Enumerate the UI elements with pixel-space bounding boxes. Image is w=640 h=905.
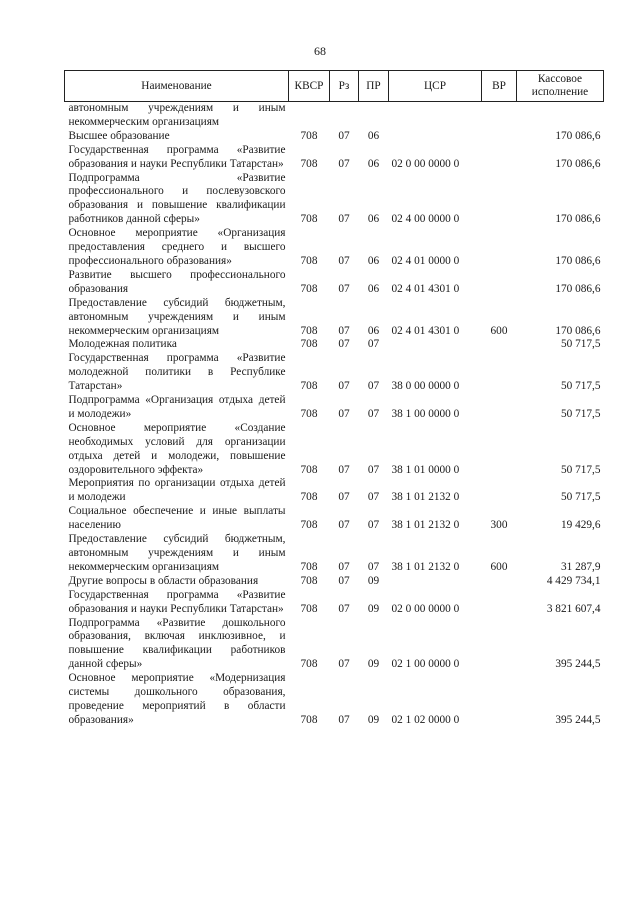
row-vr — [482, 477, 517, 505]
row-vr — [482, 130, 517, 144]
row-rz: 07 — [338, 213, 350, 226]
row-pr: 07 — [367, 380, 380, 393]
row-kvsr: 708 — [300, 560, 318, 573]
row-cash-execution: 170 086,6 — [555, 324, 601, 337]
row-vr — [482, 352, 517, 394]
row-kvsr: 708 — [300, 713, 318, 726]
row-kvsr: 708 — [300, 658, 318, 671]
row-pr: 07 — [367, 491, 380, 504]
row-csr: 02 0 00 0000 0 — [391, 602, 460, 615]
row-name: Основное мероприятие «Создание необходимых условий для организации отдыха детей и молодежи, повышение оздоровительного эффекта» — [68, 421, 286, 476]
row-kvsr: 708 — [300, 282, 318, 295]
row-pr: 06 — [367, 129, 380, 142]
row-cash-execution: 395 244,5 — [555, 713, 601, 726]
row-csr: 02 4 01 4301 0 — [391, 282, 460, 295]
row-rz: 07 — [338, 658, 350, 671]
row-vr — [482, 672, 517, 728]
row-csr — [389, 102, 482, 130]
row-csr: 38 1 00 0000 0 — [391, 407, 460, 420]
row-kvsr: 708 — [300, 602, 318, 615]
row-rz: 07 — [338, 491, 350, 504]
row-pr: 09 — [367, 574, 380, 587]
row-vr — [482, 102, 517, 130]
row-kvsr: 708 — [300, 213, 318, 226]
row-name: Государственная программа «Развитие образования и науки Республики Татарстан» — [68, 588, 286, 615]
table-row — [65, 144, 604, 172]
row-name: Другие вопросы в области образования — [68, 574, 259, 587]
row-kvsr: 708 — [300, 519, 318, 532]
row-pr: 09 — [367, 602, 380, 615]
row-rz: 07 — [338, 574, 350, 587]
row-cash-execution: 50 717,5 — [560, 380, 601, 393]
row-vr — [482, 589, 517, 617]
row-pr: 07 — [367, 463, 380, 476]
table-row — [65, 589, 604, 617]
table-row — [65, 338, 604, 352]
row-cash-execution: 170 086,6 — [555, 213, 601, 226]
row-pr: 06 — [367, 282, 380, 295]
row-name: Подпрограмма «Организация отдыха детей и молодежи» — [68, 394, 286, 420]
row-csr: 02 4 00 0000 0 — [391, 213, 460, 226]
table-row — [65, 172, 604, 228]
row-rz: 07 — [338, 282, 350, 295]
row-cash-execution: 50 717,5 — [560, 338, 601, 351]
row-vr: 600 — [490, 324, 508, 337]
row-csr: 38 0 00 0000 0 — [391, 380, 460, 393]
row-name: Мероприятия по организации отдыха детей и молодежи — [68, 477, 286, 504]
row-pr: 07 — [367, 338, 380, 351]
row-vr — [482, 172, 517, 228]
row-cash-execution: 395 244,5 — [555, 658, 601, 671]
table-row — [65, 505, 604, 533]
row-rz: 07 — [338, 380, 350, 393]
table-row — [65, 422, 604, 478]
row-name: Основное мероприятие «Организация предоставления среднего и высшего профессионального образования» — [68, 227, 286, 267]
budget-table — [64, 70, 604, 728]
row-csr: 02 1 02 0000 0 — [391, 713, 460, 726]
row-name: Подпрограмма «Развитие профессионального и послевузовского образования и повышение квалификации работников данной сферы» — [68, 171, 286, 226]
table-row — [65, 269, 604, 297]
row-kvsr: 708 — [300, 324, 318, 337]
table-row — [65, 672, 604, 728]
row-vr — [482, 394, 517, 422]
row-vr — [482, 422, 517, 478]
row-name: Государственная программа «Развитие молодежной политики в Республике Татарстан» — [68, 352, 286, 393]
row-csr: 02 0 00 0000 0 — [391, 157, 460, 170]
table-row — [65, 352, 604, 394]
row-name: Государственная программа «Развитие образования и науки Республики Татарстан» — [68, 143, 286, 170]
row-csr: 02 4 01 0000 0 — [391, 254, 460, 267]
row-name: Предоставление субсидий бюджетным, автономным учреждениям и иным некоммерческим организациям — [68, 533, 286, 573]
row-cash-execution: 4 429 734,1 — [546, 574, 601, 587]
header-pr: ПР — [359, 71, 389, 102]
row-kvsr: 708 — [300, 407, 318, 420]
row-csr — [389, 338, 482, 352]
row-rz: 07 — [338, 602, 350, 615]
row-pr: 07 — [367, 560, 380, 573]
row-rz: 07 — [338, 254, 350, 267]
header-csr: ЦСР — [389, 71, 482, 102]
row-pr: 09 — [367, 713, 380, 726]
row-pr: 07 — [367, 519, 380, 532]
header-rz: Рз — [330, 71, 359, 102]
row-pr: 06 — [367, 157, 380, 170]
row-name: Предоставление субсидий бюджетным, автономным учреждениям и иным некоммерческим организациям — [68, 296, 286, 337]
row-csr — [389, 130, 482, 144]
row-name: Основное мероприятие «Модернизация системы дошкольного образования, проведение мероприятий в области образования» — [68, 672, 286, 726]
row-vr — [482, 144, 517, 172]
table-row — [65, 477, 604, 505]
row-cash-execution: 170 086,6 — [555, 157, 601, 170]
row-kvsr — [289, 102, 330, 130]
row-kvsr: 708 — [300, 380, 318, 393]
row-rz: 07 — [338, 338, 350, 351]
row-kvsr: 708 — [300, 574, 318, 587]
row-name: Высшее образование — [68, 129, 170, 142]
row-csr: 38 1 01 2132 0 — [391, 491, 460, 504]
row-cash-execution: 50 717,5 — [560, 491, 601, 504]
row-kvsr: 708 — [300, 338, 318, 351]
row-vr — [482, 227, 517, 269]
row-vr: 600 — [490, 560, 508, 573]
table-row — [65, 533, 604, 575]
table-row — [65, 575, 604, 589]
row-rz: 07 — [338, 713, 350, 726]
page-number: 68 — [314, 44, 326, 58]
header-kvsr: КВСР — [289, 71, 330, 102]
row-name: Молодежная политика — [68, 338, 177, 351]
row-kvsr: 708 — [300, 463, 318, 476]
row-pr: 06 — [367, 254, 380, 267]
row-csr: 38 1 01 2132 0 — [391, 519, 460, 532]
row-cash-execution: 170 086,6 — [555, 282, 601, 295]
row-rz: 07 — [338, 129, 350, 142]
row-vr — [482, 617, 517, 673]
row-cash-execution: 50 717,5 — [560, 407, 601, 420]
row-vr — [482, 575, 517, 589]
row-cash-execution: 3 821 607,4 — [546, 602, 601, 615]
row-rz: 07 — [338, 157, 350, 170]
row-rz: 07 — [338, 407, 350, 420]
table-row — [65, 130, 604, 144]
row-cash-execution: 50 717,5 — [560, 463, 601, 476]
table-row — [65, 617, 604, 673]
row-csr: 38 1 01 0000 0 — [391, 463, 460, 476]
row-pr: 07 — [367, 407, 380, 420]
row-vr — [482, 269, 517, 297]
row-cash-execution: 170 086,6 — [555, 254, 601, 267]
table-row — [65, 102, 604, 130]
row-cash-execution — [517, 102, 604, 130]
row-kvsr: 708 — [300, 157, 318, 170]
table-row — [65, 394, 604, 422]
row-name: Подпрограмма «Развитие дошкольного образования, включая инклюзивное, и повышение квалификации работников данной сферы» — [68, 616, 286, 671]
header-cash-execution: Кассовое исполнение — [517, 71, 604, 102]
row-cash-execution: 19 429,6 — [560, 519, 601, 532]
row-pr: 06 — [367, 213, 380, 226]
row-pr — [359, 102, 389, 130]
row-csr — [389, 575, 482, 589]
row-rz: 07 — [338, 463, 350, 476]
row-csr: 02 1 00 0000 0 — [391, 658, 460, 671]
row-csr: 02 4 01 4301 0 — [391, 324, 460, 337]
row-rz: 07 — [338, 519, 350, 532]
row-rz: 07 — [338, 560, 350, 573]
row-rz — [330, 102, 359, 130]
row-cash-execution: 170 086,6 — [555, 129, 601, 142]
row-rz: 07 — [338, 324, 350, 337]
row-name: автономным учреждениям и иным некоммерческим организациям — [68, 102, 286, 128]
header-vr: ВР — [482, 71, 517, 102]
row-kvsr: 708 — [300, 129, 318, 142]
row-name: Развитие высшего профессионального образования — [68, 268, 286, 295]
row-csr: 38 1 01 2132 0 — [391, 560, 460, 573]
row-cash-execution: 31 287,9 — [560, 560, 601, 573]
row-pr: 09 — [367, 658, 380, 671]
row-pr: 06 — [367, 324, 380, 337]
header-name: Наименование — [65, 71, 289, 102]
row-name: Социальное обеспечение и иные выплаты населению — [68, 505, 286, 532]
row-vr — [482, 338, 517, 352]
row-kvsr: 708 — [300, 254, 318, 267]
row-vr: 300 — [490, 519, 508, 532]
table-row — [65, 227, 604, 269]
row-kvsr: 708 — [300, 491, 318, 504]
table-header-row — [65, 71, 604, 102]
table-row — [65, 297, 604, 339]
